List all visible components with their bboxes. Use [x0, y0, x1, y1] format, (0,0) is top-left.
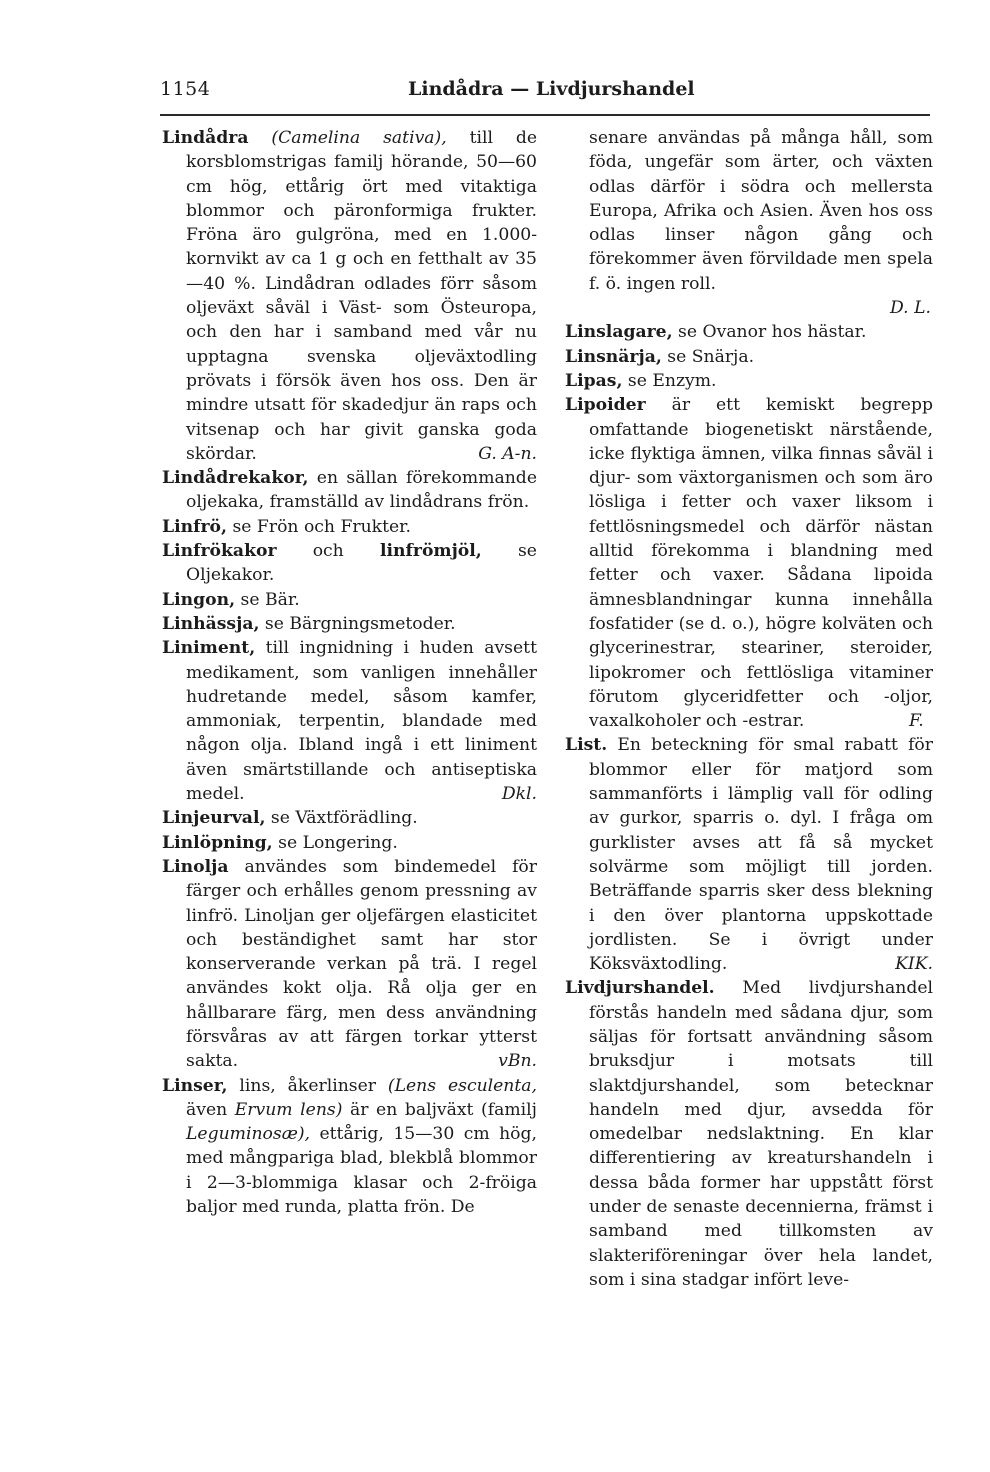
- headword: Livdjurshandel.: [565, 978, 715, 999]
- entry-text: se Frön och Frukter.: [227, 516, 411, 537]
- headword: Lingon,: [162, 589, 236, 610]
- headword: Lipas,: [565, 370, 623, 391]
- entry-text: se Enzym.: [622, 370, 717, 391]
- entry-text: användes som bindemedel för färger och erhålles genom pressning av linfrö. Linoljan ger oljefärgen elasticitet och beständighet samt har stor konserverande verkan på trä. I regel användes kokt olja. Rå olja ger en hållbarare färg, men dess användning försvåras av att färgen torkar ytterst sakta.: [186, 856, 537, 1072]
- entry-linsnarja: [565, 345, 933, 369]
- entry-text: till de korsblomstrigas familj hörande, 50—60 cm hög, ettårig ört med vitaktiga blommor och päronformiga frukter. Fröna äro gulgröna, med en 1.000-kornvikt av ca 1 g och en fetthalt av 35—40 %. Lindådran odlades förr såsom oljeväxt såväl i Väst- som Östeuropa, och den har i samband med vår nu upptagna svenska oljeväxtodling prövats i försök även hos oss. Den är mindre utsatt för skadedjur än raps och vitsenap och har givit ganska goda skördar.: [186, 128, 537, 464]
- entry-text: en sällan förekommande oljekaka, framställd av lindådrans frön.: [186, 468, 537, 513]
- entry-text: Med livdjurshandel förstås handeln med sådana djur, som säljas för fortsatt användning såsom bruksdjur i motsats till slaktdjurshandel, som betecknar handeln med djur, avsedda för omedelbar nedslaktning. En klar differentiering av kreaturshandeln i dessa båda former har uppstått först under de senaste decennierna, främst i samband med tillkomsten av slakteriföreningar över hela landet, som i sina stadgar infört leve-: [589, 978, 933, 1290]
- entry-lingon: [162, 588, 537, 612]
- entry-text: är ett kemiskt begrepp omfattande biogenetiskt närstående, icke flyktiga ämnen, vilka finnas såväl i djur- som växtorganismen och som äro lösliga i fetter och vaxer liksom i fettlösningsmedel och därför nästan alltid förekomma i blandning med fetter och vaxer. Sådana lipoida ämnesblandningar kunna innehålla fosfatider (se d. o.), högre kolväten och glycerinestrar, steariner, steroider, lipokromer och fettlösliga vitaminer förutom glyceridfetter och -oljor, vaxalkoholer och -estrar.: [589, 395, 933, 732]
- entry-linlopning: [162, 831, 537, 855]
- headword: Lindådrekakor,: [162, 468, 309, 489]
- entry-linfro: [162, 515, 537, 539]
- headword: Linser,: [162, 1075, 228, 1096]
- entry-linser: [162, 1074, 537, 1220]
- headword: List.: [565, 735, 608, 756]
- entry-text: ettårig, 15—30 cm hög, med mångpariga blad, blekblå blommor i 2—3-blommiga klasar och 2-fröiga baljor med runda, platta frön. De: [186, 1124, 537, 1218]
- headword: Linsnärja,: [565, 346, 662, 367]
- left-column: [162, 126, 537, 1219]
- headword: Linlöpning,: [162, 832, 273, 853]
- page-number: 1154: [160, 78, 211, 100]
- author-signature: G. A-n.: [478, 443, 537, 464]
- entry-text: se Växtförädling.: [265, 808, 418, 829]
- latin-name: Ervum lens): [234, 1099, 343, 1120]
- entry-text: lins, åkerlinser: [227, 1075, 388, 1096]
- latin-name: (Lens esculenta,: [387, 1075, 537, 1096]
- right-column: [565, 126, 933, 1292]
- author-signature: Dkl.: [501, 784, 537, 805]
- headword: Lindådra: [162, 128, 249, 148]
- headword: Liniment,: [162, 638, 256, 659]
- entry-linslagare: [565, 320, 933, 344]
- headword: Linslagare,: [565, 322, 673, 343]
- entry-text: se Snärja.: [661, 346, 755, 367]
- entry-text: senare användas på många håll, som föda, ungefär som ärter, och växten odlas därför i södra och mellersta Europa, Afrika och Asien. Även hos oss odlas linser någon gång och förekommer även förvildade men spela f. ö. ingen roll.: [589, 128, 933, 294]
- entry-text: se Ovanor hos hästar.: [672, 322, 867, 343]
- entry-text: är en baljväxt (familj: [342, 1099, 537, 1120]
- entry-linjeurval: [162, 806, 537, 830]
- headword: Linolja: [162, 856, 229, 877]
- entry-linhassja: [162, 612, 537, 636]
- entry-lipas: [565, 369, 933, 393]
- headword: Linfrö,: [162, 516, 228, 537]
- entry-lindadra: [162, 126, 537, 466]
- entry-lindadrekakor: [162, 466, 537, 515]
- entry-connector: och: [276, 541, 380, 562]
- headword: Lipoider: [565, 395, 646, 416]
- running-title: Lindådra — Livdjurshandel: [408, 78, 695, 100]
- entry-liniment: [162, 636, 537, 806]
- entry-text: se Longering.: [272, 832, 398, 853]
- author-signature: vBn.: [498, 1051, 537, 1072]
- headword: Linfrökakor: [162, 541, 277, 562]
- author-signature: KIK.: [895, 954, 933, 975]
- entry-livdjurshandel: [565, 976, 933, 1292]
- entry-text: till ingnidning i huden avsett medikament, som vanligen innehåller hudretande medel, såsom kamfer, ammoniak, terpentin, blandade med någon olja. Ibland ingå i ett liniment även smärtstillande och antiseptiska medel.: [186, 638, 537, 805]
- entry-text: se Bärgningsmetoder.: [259, 613, 456, 634]
- entry-linser-continued: [565, 126, 933, 296]
- entry-linolja: [162, 855, 537, 1074]
- latin-name: Leguminosæ),: [186, 1124, 311, 1145]
- latin-name: (Camelina sativa),: [271, 128, 447, 148]
- entry-text: se Oljekakor.: [186, 541, 537, 586]
- entry-text: även: [186, 1099, 235, 1120]
- entry-linfrokakor: [162, 539, 537, 588]
- author-signature: D. L.: [890, 298, 931, 319]
- headword: Linjeurval,: [162, 808, 266, 829]
- headword: Linhässja,: [162, 613, 260, 634]
- page-header: [160, 74, 930, 116]
- headword-secondary: linfrömjöl,: [379, 541, 482, 562]
- entry-text: En beteckning för smal rabatt för blommor eller för matjord som sammanförts i lämplig vall för odling av gurkor, sparris o. dyl. I fråga om gurklister avses att få så mycket solvärme som möjligt till jorden. Beträffande sparris sker dess blekning i den över plantorna uppskottade jordlisten. Se i övrigt under Köksväxtodling.: [589, 735, 933, 975]
- entry-list: [565, 733, 933, 976]
- entry-text: se Bär.: [235, 589, 300, 610]
- entry-lipoider: Lipoider är ett kemiskt begrepp omfattande biogenetiskt närstående, icke flyktiga ämnen, vilka finnas såväl i djur- som växtorganismen och som äro lösliga i fetter och vaxer liksom i fettlösningsmedel och därför nästan alltid förekomma i blandning med fetter och vaxer. Sådana lipoida ämnesblandningar kunna innehålla fosfatider (se d. o.), högre kolväten och glycerinestrar, steariner, steroider, lipokromer och fettlösliga vitaminer förutom glyceridfetter och -oljor, vaxalkoholer och -estrar. F.: [565, 395, 933, 732]
